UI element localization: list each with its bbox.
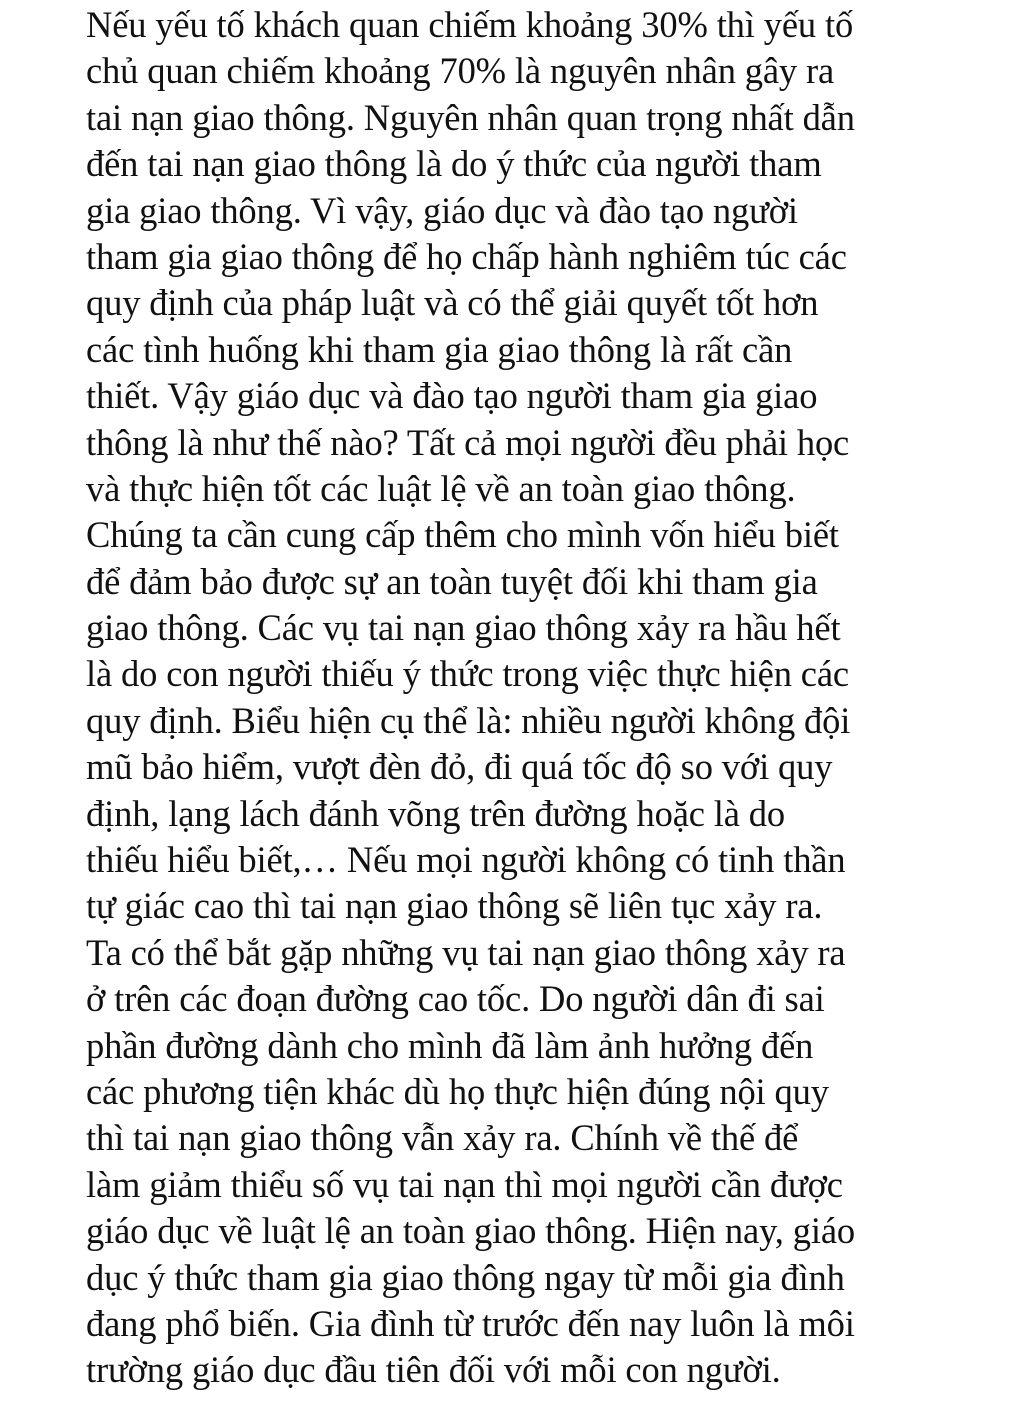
text-line: đến tai nạn giao thông là do ý thức của người tham (86, 143, 822, 185)
text-line: giao thông. Các vụ tai nạn giao thông xảy ra hầu hết (86, 607, 841, 649)
text-line: tự giác cao thì tai nạn giao thông sẽ liên tục xảy ra. (86, 885, 823, 927)
text-line: các phương tiện khác dù họ thực hiện đúng nội quy (86, 1070, 829, 1112)
text-line: phần đường dành cho mình đã làm ảnh hưởng đến (86, 1024, 814, 1066)
text-line: đang phổ biến. Gia đình từ trước đến nay luôn là môi (86, 1302, 855, 1344)
text-line: Chúng ta cần cung cấp thêm cho mình vốn hiểu biết (86, 514, 839, 556)
text-line: chủ quan chiếm khoảng 70% là nguyên nhân gây ra (86, 50, 835, 92)
text-line: làm giảm thiểu số vụ tai nạn thì mọi người cần được (86, 1163, 843, 1205)
text-line: thì tai nạn giao thông vẫn xảy ra. Chính về thế để (86, 1117, 799, 1159)
text-line: gia giao thông. Vì vậy, giáo dục và đào tạo người (86, 189, 798, 231)
text-line: tai nạn giao thông. Nguyên nhân quan trọng nhất dẫn (86, 96, 855, 138)
text-line: dục ý thức tham gia giao thông ngay từ mỗi gia đình (86, 1256, 845, 1298)
text-line: thiết. Vậy giáo dục và đào tạo người tham gia giao (86, 375, 818, 417)
text-line: quy định. Biểu hiện cụ thể là: nhiều người không đội (86, 699, 851, 741)
text-line: giáo dục về luật lệ an toàn giao thông. Hiện nay, giáo (86, 1210, 855, 1252)
text-line: và thực hiện tốt các luật lệ về an toàn giao thông. (86, 467, 796, 509)
text-line: là do con người thiếu ý thức trong việc thực hiện các (86, 653, 849, 695)
text-line: mũ bảo hiểm, vượt đèn đỏ, đi quá tốc độ so với quy (86, 746, 833, 788)
text-line: thiếu hiểu biết,… Nếu mọi người không có tinh thần (86, 839, 846, 881)
text-line: thông là như thế nào? Tất cả mọi người đều phải học (86, 421, 850, 463)
text-line: Ta có thể bắt gặp những vụ tai nạn giao thông xảy ra (86, 931, 846, 973)
body-text (86, 2, 1006, 1394)
text-line: Nếu yếu tố khách quan chiếm khoảng 30% thì yếu tố (86, 4, 854, 45)
text-line: định, lạng lách đánh võng trên đường hoặc là do (86, 792, 785, 834)
text-line: trường giáo dục đầu tiên đối với mỗi con người. (86, 1349, 781, 1391)
text-line: ở trên các đoạn đường cao tốc. Do người dân đi sai (86, 978, 825, 1020)
text-line: quy định của pháp luật và có thể giải quyết tốt hơn (86, 282, 819, 324)
text-line: để đảm bảo được sự an toàn tuyệt đối khi tham gia (86, 560, 818, 602)
text-line: các tình huống khi tham gia giao thông là rất cần (86, 328, 793, 370)
text-line: tham gia giao thông để họ chấp hành nghiêm túc các (86, 235, 847, 277)
